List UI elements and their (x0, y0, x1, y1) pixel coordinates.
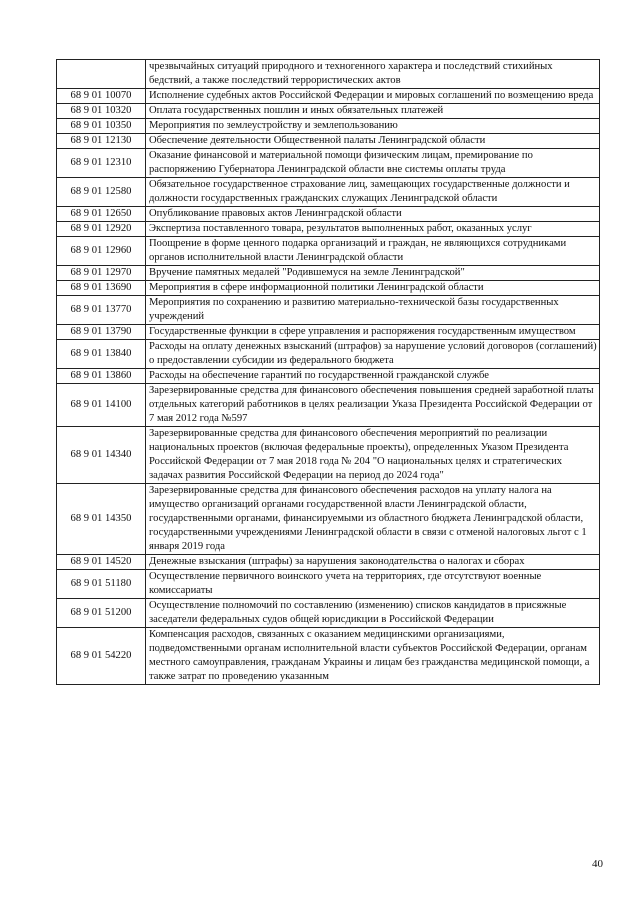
code-cell: 68 9 01 10350 (57, 119, 146, 134)
code-cell: 68 9 01 10070 (57, 89, 146, 104)
table-row (57, 178, 600, 207)
description-cell: чрезвычайных ситуаций природного и техногенного характера и последствий стихийных бедствий, а также последствий террористических актов (146, 60, 600, 89)
table-row (57, 89, 600, 104)
table-row (57, 296, 600, 325)
budget-classification-table (56, 59, 600, 685)
table-row (57, 119, 600, 134)
description-cell: Поощрение в форме ценного подарка организаций и граждан, не являющихся сотрудниками органов исполнительной власти Ленинградской области (146, 237, 600, 266)
description-cell: Экспертиза поставленного товара, результатов выполненных работ, оказанных услуг (146, 222, 600, 237)
table-row (57, 384, 600, 427)
code-cell: 68 9 01 13860 (57, 369, 146, 384)
description-cell: Денежные взыскания (штрафы) за нарушения законодательства о налогах и сборах (146, 555, 600, 570)
code-cell: 68 9 01 12960 (57, 237, 146, 266)
description-cell: Расходы на обеспечение гарантий по государственной гражданской службе (146, 369, 600, 384)
description-cell: Зарезервированные средства для финансового обеспечения повышения средней заработной платы отдельных категорий работников в целях реализации Указа Президента Российской Федерации от 7 мая 2012 года №597 (146, 384, 600, 427)
table-row (57, 555, 600, 570)
code-cell: 68 9 01 14520 (57, 555, 146, 570)
code-cell: 68 9 01 13840 (57, 340, 146, 369)
description-cell: Государственные функции в сфере управления и распоряжения государственным имуществом (146, 325, 600, 340)
description-cell: Оплата государственных пошлин и иных обязательных платежей (146, 104, 600, 119)
code-cell: 68 9 01 12970 (57, 266, 146, 281)
code-cell: 68 9 01 51200 (57, 599, 146, 628)
description-cell: Осуществление первичного воинского учета на территориях, где отсутствуют военные комиссариаты (146, 570, 600, 599)
table-row (57, 599, 600, 628)
table-row (57, 149, 600, 178)
table-row (57, 628, 600, 685)
table-row (57, 369, 600, 384)
description-cell: Мероприятия по землеустройству и землепользованию (146, 119, 600, 134)
code-cell: 68 9 01 14100 (57, 384, 146, 427)
code-cell: 68 9 01 12130 (57, 134, 146, 149)
code-cell: 68 9 01 10320 (57, 104, 146, 119)
table-row (57, 60, 600, 89)
table-row (57, 237, 600, 266)
code-cell: 68 9 01 12580 (57, 178, 146, 207)
table-row (57, 207, 600, 222)
description-cell: Обязательное государственное страхование лиц, замещающих государственные должности и должности государственных гражданских служащих Ленинградской области (146, 178, 600, 207)
code-cell: 68 9 01 12650 (57, 207, 146, 222)
description-cell: Оказание финансовой и материальной помощи физическим лицам, премирование по распоряжению Губернатора Ленинградской области вне системы оплаты труда (146, 149, 600, 178)
description-cell: Обеспечение деятельности Общественной палаты Ленинградской области (146, 134, 600, 149)
table-row (57, 266, 600, 281)
table-row (57, 570, 600, 599)
description-cell: Зарезервированные средства для финансового обеспечения мероприятий по реализации национальных проектов (включая федеральные проекты), определенных Указом Президента Российской Федерации от 7 мая 2018 года № 204 "О национальных целях и стратегических задачах развития Российской Федерации на период до 2024 года" (146, 427, 600, 484)
description-cell: Опубликование правовых актов Ленинградской области (146, 207, 600, 222)
table-row (57, 222, 600, 237)
description-cell: Зарезервированные средства для финансового обеспечения расходов на уплату налога на имущество организаций органами государственной власти Ленинградской области, государственными органами, финансируемыми из областного бюджета Ленинградской области, государственными учреждениями Ленинградской области в связи с отменой налоговых льгот с 1 января 2019 года (146, 484, 600, 555)
code-cell: 68 9 01 13690 (57, 281, 146, 296)
description-cell: Осуществление полномочий по составлению (изменению) списков кандидатов в присяжные заседатели федеральных судов общей юрисдикции в Российской Федерации (146, 599, 600, 628)
description-cell: Мероприятия по сохранению и развитию материально-технической базы государственных учреждений (146, 296, 600, 325)
description-cell: Расходы на оплату денежных взысканий (штрафов) за нарушение условий договоров (соглашений) о предоставлении субсидии из федерального бюджета (146, 340, 600, 369)
code-cell: 68 9 01 51180 (57, 570, 146, 599)
table-row (57, 325, 600, 340)
code-cell: 68 9 01 12920 (57, 222, 146, 237)
table-row (57, 134, 600, 149)
table-row (57, 104, 600, 119)
description-cell: Компенсация расходов, связанных с оказанием медицинскими организациями, подведомственными органам исполнительной власти субъектов Российской Федерации, органам местного самоуправления, гражданам Украины и лицам без гражданства медицинской помощи, а также затрат по проведению указанным (146, 628, 600, 685)
description-cell: Мероприятия в сфере информационной политики Ленинградской области (146, 281, 600, 296)
table-row (57, 484, 600, 555)
description-cell: Исполнение судебных актов Российской Федерации и мировых соглашений по возмещению вреда (146, 89, 600, 104)
code-cell: 68 9 01 13790 (57, 325, 146, 340)
table-row (57, 427, 600, 484)
code-cell: 68 9 01 14350 (57, 484, 146, 555)
code-cell: 68 9 01 13770 (57, 296, 146, 325)
description-cell: Вручение памятных медалей "Родившемуся на земле Ленинградской" (146, 266, 600, 281)
code-cell: 68 9 01 14340 (57, 427, 146, 484)
code-cell (57, 60, 146, 89)
table-row (57, 340, 600, 369)
page-number: 40 (592, 858, 603, 870)
table-row (57, 281, 600, 296)
code-cell: 68 9 01 12310 (57, 149, 146, 178)
code-cell: 68 9 01 54220 (57, 628, 146, 685)
